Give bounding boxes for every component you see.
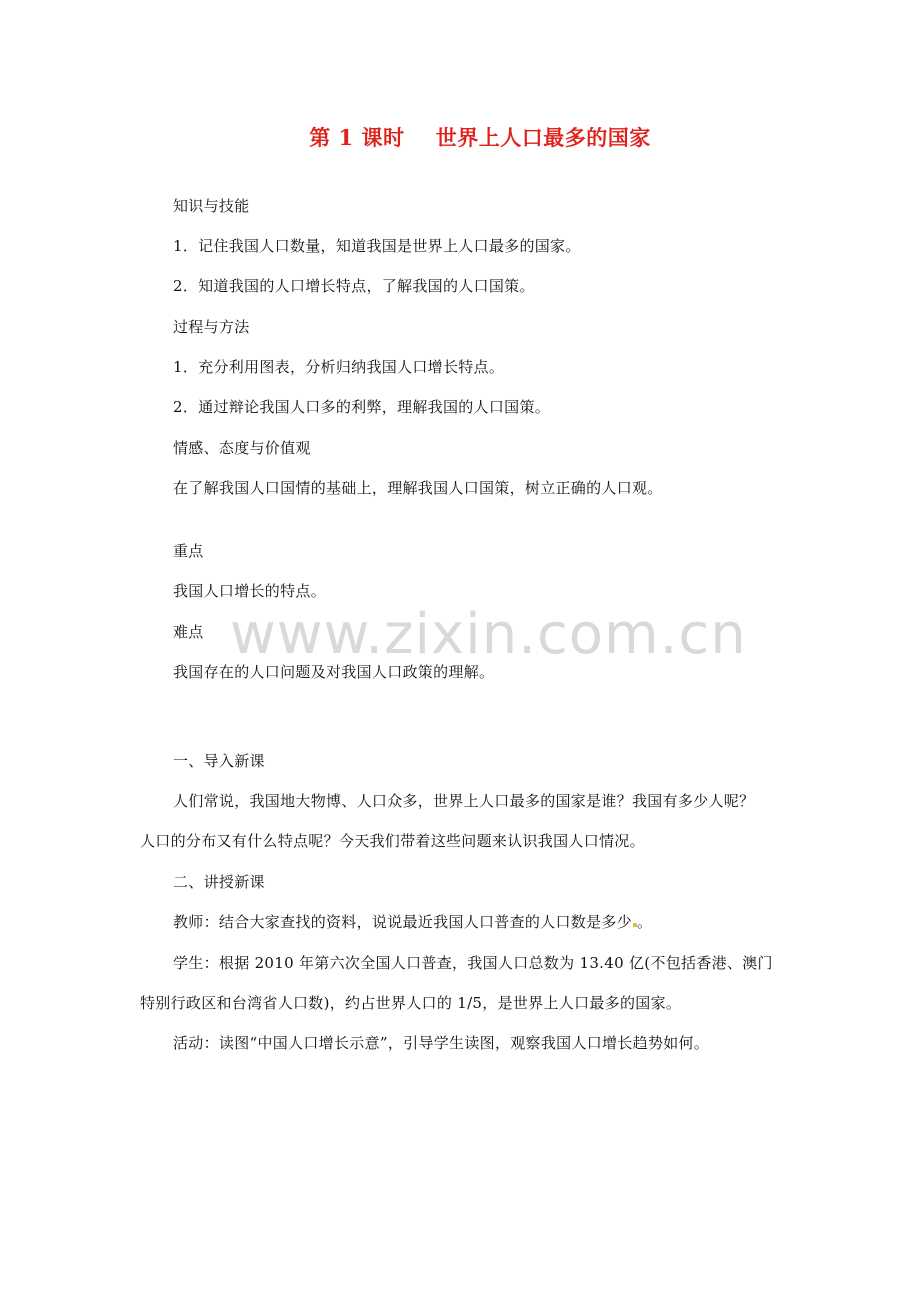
teacher-text-end: 。 [637,913,653,931]
teacher-line [173,911,652,932]
student-line2: 特别行政区和台湾省人口数)，约占世界人口的 1/5，是世界上人口最多的国家。 [140,994,682,1012]
difficulty-text: 我国存在的人口问题及对我国人口政策的理解。 [173,663,495,681]
section1-heading: 一、导入新课 [173,752,265,770]
lesson-title: 第 1 课时 世界上人口最多的国家 [309,125,651,150]
emotion-heading: 情感、态度与价值观 [173,439,311,457]
knowledge-item-2: 2．知道我国的人口增长特点，了解我国的人口国策。 [173,277,535,295]
watermark: www.zixin.com.cn [230,602,747,667]
emotion-text: 在了解我国人口国情的基础上，理解我国人口国策，树立正确的人口观。 [173,479,663,497]
section1-line2: 人口的分布又有什么特点呢？今天我们带着这些问题来认识我国人口情况。 [140,832,645,850]
key-point-heading: 重点 [173,542,204,560]
process-item-2: 2．通过辩论我国人口多的利弊，理解我国的人口国策。 [173,398,551,416]
difficulty-heading: 难点 [173,623,204,641]
process-item-1: 1．充分利用图表，分析归纳我国人口增长特点。 [173,358,505,376]
knowledge-item-1: 1．记住我国人口数量，知道我国是世界上人口最多的国家。 [173,237,581,255]
activity-line: 活动：读图“中国人口增长示意”，引导学生读图，观察我国人口增长趋势如何。 [173,1034,710,1052]
knowledge-heading: 知识与技能 [173,197,250,215]
process-heading: 过程与方法 [173,318,250,336]
section2-heading: 二、讲授新课 [173,873,265,891]
section1-line1: 人们常说，我国地大物博、人口众多，世界上人口最多的国家是谁？我国有多少人呢？ [173,792,755,810]
teacher-text: 教师：结合大家查找的资料，说说最近我国人口普查的人口数是多少 [173,913,633,931]
key-point-text: 我国人口增长的特点。 [173,582,327,600]
student-line1: 学生：根据 2010 年第六次全国人口普查，我国人口总数为 13.40 亿(不包括香港、澳门 [173,954,773,972]
